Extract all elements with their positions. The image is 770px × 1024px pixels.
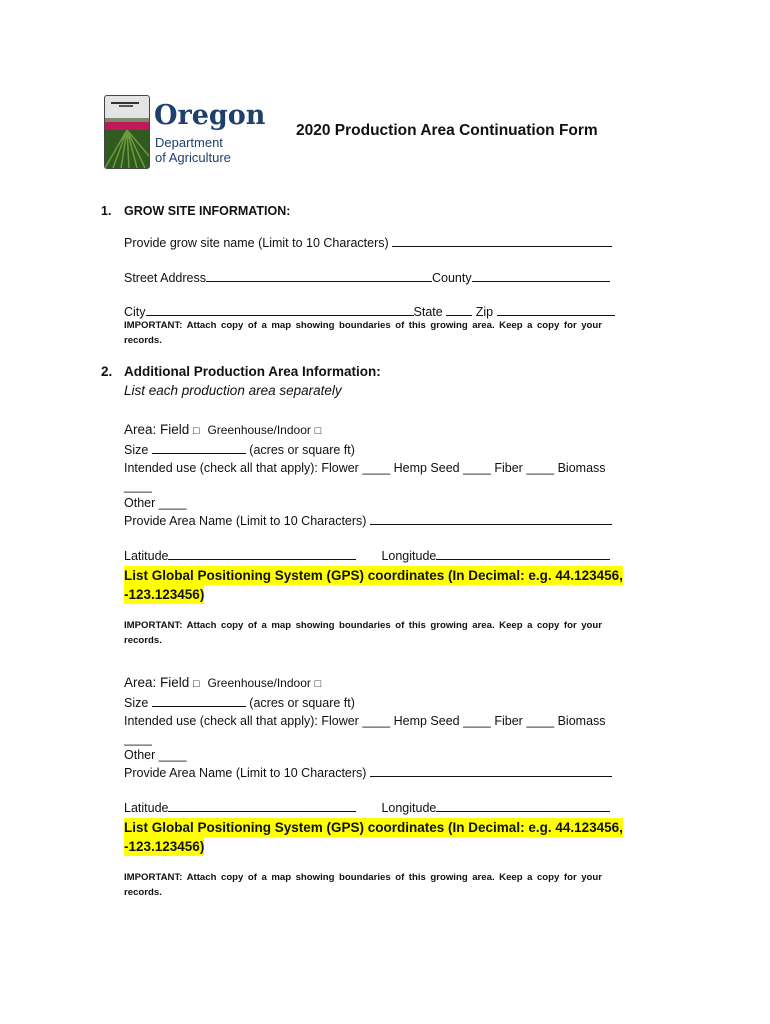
zip-label: Zip bbox=[475, 305, 494, 319]
size-units-label: (acres or square ft) bbox=[249, 696, 355, 710]
latitude-label: Latitude bbox=[124, 801, 169, 815]
section2-heading: Additional Production Area Information: bbox=[124, 364, 381, 379]
section2-number: 2. bbox=[101, 364, 113, 379]
page-title: 2020 Production Area Continuation Form bbox=[296, 122, 598, 139]
logo-line-department: Department bbox=[155, 135, 223, 150]
size-field[interactable] bbox=[152, 694, 246, 707]
county-field[interactable] bbox=[472, 269, 610, 282]
size-label: Size bbox=[124, 443, 149, 457]
longitude-field[interactable] bbox=[436, 799, 610, 812]
city-field[interactable] bbox=[146, 303, 414, 316]
greenhouse-checkbox[interactable]: □ bbox=[314, 678, 322, 690]
farm-landscape-icon bbox=[105, 96, 149, 168]
intended-use-row[interactable]: Intended use (check all that apply): Flower ____ Hemp Seed ____ Fiber ____ Biomass bbox=[124, 714, 606, 728]
other-use-row[interactable]: Other ____ bbox=[124, 748, 187, 762]
longitude-field[interactable] bbox=[436, 547, 610, 560]
section1-heading: GROW SITE INFORMATION: bbox=[124, 204, 291, 218]
street-county-row bbox=[124, 269, 610, 286]
area-name-label: Provide Area Name (Limit to 10 Characters) bbox=[124, 766, 367, 780]
area-type-row bbox=[124, 674, 321, 693]
gps-instruction-line2: -123.123456) bbox=[124, 839, 205, 854]
area-name-row bbox=[124, 764, 612, 781]
area-name-field[interactable] bbox=[370, 512, 612, 525]
lat-long-row bbox=[124, 799, 610, 816]
biomass-blank[interactable]: ____ bbox=[124, 732, 152, 746]
greenhouse-label: Greenhouse/Indoor bbox=[207, 423, 311, 437]
city-label: City bbox=[124, 305, 146, 319]
grow-site-name-row bbox=[124, 234, 612, 251]
logo-line-agriculture: of Agriculture bbox=[155, 150, 231, 165]
grow-site-name-field[interactable] bbox=[392, 234, 612, 247]
area-name-field[interactable] bbox=[370, 764, 612, 777]
street-address-label: Street Address bbox=[124, 271, 206, 285]
section2-subheading: List each production area separately bbox=[124, 383, 342, 398]
gps-instruction-line1: List Global Positioning System (GPS) coordinates (In Decimal: e.g. 44.123456, bbox=[124, 568, 623, 583]
street-address-field[interactable] bbox=[206, 269, 432, 282]
longitude-label: Longitude bbox=[381, 549, 437, 563]
greenhouse-label: Greenhouse/Indoor bbox=[207, 676, 311, 690]
grow-site-name-label: Provide grow site name (Limit to 10 Characters) bbox=[124, 236, 389, 250]
area-type-row bbox=[124, 421, 321, 440]
biomass-blank[interactable]: ____ bbox=[124, 479, 152, 493]
area-field-label: Area: Field bbox=[124, 675, 190, 690]
area1-important-note: IMPORTANT: Attach copy of a map showing boundaries of this growing area. Keep a copy for your records. bbox=[124, 620, 602, 646]
field-checkbox[interactable]: □ bbox=[193, 425, 200, 437]
area-size-row bbox=[124, 441, 355, 458]
latitude-label: Latitude bbox=[124, 549, 169, 563]
state-field[interactable] bbox=[446, 303, 472, 316]
latitude-field[interactable] bbox=[168, 547, 356, 560]
logo-wordmark: Oregon bbox=[154, 100, 266, 131]
latitude-field[interactable] bbox=[168, 799, 356, 812]
greenhouse-checkbox[interactable]: □ bbox=[314, 425, 322, 437]
oda-logo-image bbox=[104, 95, 150, 169]
area-field-label: Area: Field bbox=[124, 422, 190, 437]
gps-instruction-line1: List Global Positioning System (GPS) coordinates (In Decimal: e.g. 44.123456, bbox=[124, 820, 623, 835]
area-name-row bbox=[124, 512, 612, 529]
size-units-label: (acres or square ft) bbox=[249, 443, 355, 457]
area-name-label: Provide Area Name (Limit to 10 Characters) bbox=[124, 514, 367, 528]
area2-important-note: IMPORTANT: Attach copy of a map showing boundaries of this growing area. Keep a copy for your records. bbox=[124, 872, 602, 898]
longitude-label: Longitude bbox=[381, 801, 437, 815]
intended-use-row[interactable]: Intended use (check all that apply): Flower ____ Hemp Seed ____ Fiber ____ Biomass bbox=[124, 461, 606, 475]
county-label: County bbox=[432, 271, 472, 285]
section1-important-note: IMPORTANT: Attach copy of a map showing boundaries of this growing area. Keep a copy for your records. bbox=[124, 320, 602, 346]
gps-instruction-line2: -123.123456) bbox=[124, 587, 205, 602]
other-use-row[interactable]: Other ____ bbox=[124, 496, 187, 510]
state-label: State bbox=[413, 305, 443, 319]
section1-number: 1. bbox=[101, 204, 112, 218]
lat-long-row bbox=[124, 547, 610, 564]
field-checkbox[interactable]: □ bbox=[193, 678, 200, 690]
zip-field[interactable] bbox=[497, 303, 615, 316]
size-field[interactable] bbox=[152, 441, 246, 454]
size-label: Size bbox=[124, 696, 149, 710]
area-size-row bbox=[124, 694, 355, 711]
